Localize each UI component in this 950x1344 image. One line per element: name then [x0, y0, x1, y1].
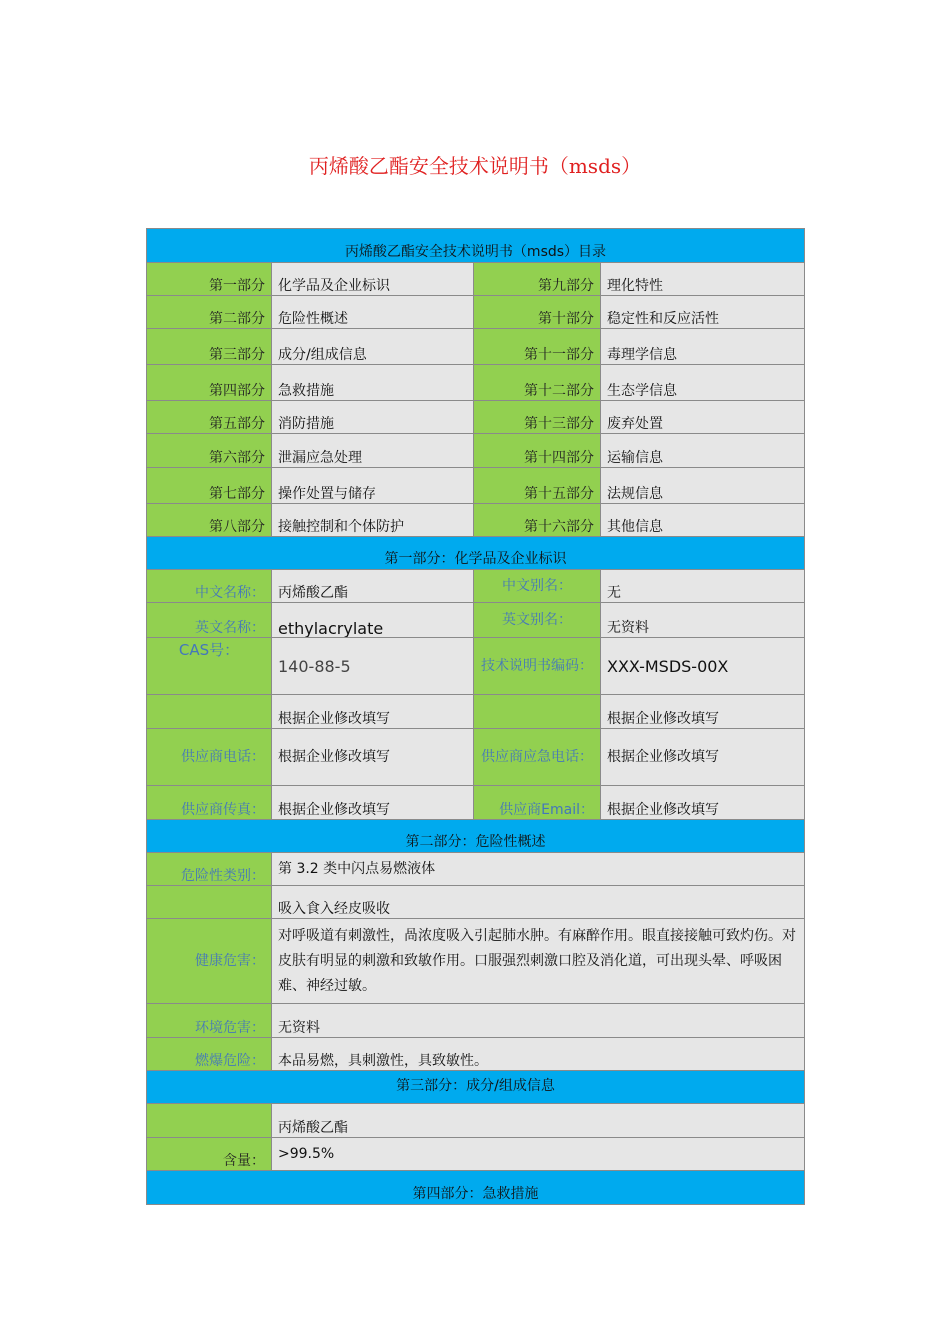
doc-code-value: XXX-MSDS-00X — [601, 638, 805, 695]
company-info-value: 根据企业修改填写 — [272, 695, 474, 729]
toc-label: 第十六部分 — [474, 504, 601, 537]
toc-link[interactable]: 废弃处置 — [601, 401, 805, 434]
toc-link[interactable]: 理化特性 — [601, 263, 805, 296]
supplier-emergency-value: 根据企业修改填写 — [601, 729, 805, 786]
toc-label: 第十四部分 — [474, 434, 601, 468]
toc-link[interactable]: 稳定性和反应活性 — [601, 296, 805, 329]
hazard-category-value: 第 3.2 类中闪点易燃液体 — [272, 853, 805, 886]
substance-value: 丙烯酸乙酯 — [272, 1104, 805, 1138]
supplier-email-label: 供应商Email： — [474, 786, 601, 820]
toc-label: 第八部分 — [147, 504, 272, 537]
env-hazard-label: 环境危害： — [147, 1004, 272, 1038]
section-header-part1: 第一部分：化学品及企业标识 — [147, 537, 805, 570]
blank-label — [147, 1104, 272, 1138]
toc-link[interactable]: 化学品及企业标识 — [272, 263, 474, 296]
toc-label: 第四部分 — [147, 365, 272, 401]
health-hazard-label: 健康危害： — [147, 919, 272, 1004]
cas-label: CAS号： — [147, 638, 272, 695]
hazard-category-label: 危险性类别： — [147, 853, 272, 886]
toc-header: 丙烯酸乙酯安全技术说明书（msds）目录 — [147, 229, 805, 263]
supplier-emergency-label: 供应商应急电话： — [474, 729, 601, 786]
toc-link[interactable]: 成分/组成信息 — [272, 329, 474, 365]
toc-label: 第十五部分 — [474, 468, 601, 504]
cn-name-label: 中文名称： — [147, 570, 272, 603]
en-name-label: 英文名称： — [147, 603, 272, 638]
content-label: 含量： — [147, 1138, 272, 1171]
toc-label: 第一部分 — [147, 263, 272, 296]
env-hazard-value: 无资料 — [272, 1004, 805, 1038]
supplier-fax-value: 根据企业修改填写 — [272, 786, 474, 820]
toc-label: 第五部分 — [147, 401, 272, 434]
msds-sheet — [146, 228, 804, 1205]
toc-label: 第十一部分 — [474, 329, 601, 365]
toc-link[interactable]: 泄漏应急处理 — [272, 434, 474, 468]
cas-value: 140-88-5 — [272, 638, 474, 695]
toc-link[interactable]: 毒理学信息 — [601, 329, 805, 365]
en-name-value: ethylacrylate — [272, 603, 474, 638]
exposure-route-value: 吸入食入经皮吸收 — [272, 886, 805, 919]
company-info-value: 根据企业修改填写 — [601, 695, 805, 729]
section-header-part2: 第二部分：危险性概述 — [147, 820, 805, 853]
section-header-part3: 第三部分：成分/组成信息 — [147, 1071, 805, 1104]
blank-label — [474, 695, 601, 729]
blank-label — [147, 886, 272, 919]
supplier-phone-label: 供应商电话： — [147, 729, 272, 786]
toc-link[interactable]: 生态学信息 — [601, 365, 805, 401]
health-hazard-value: 对呼吸道有刺激性，咼浓度吸入引起肺水肿。有麻醉作用。眼直接接触可致灼伤。对皮肤有明显的刺激和致敏作用。口服强烈刺激口腔及消化道，可出现头晕、呼吸困难、神经过敏。 — [272, 919, 805, 1004]
fire-hazard-label: 燃爆危险： — [147, 1038, 272, 1071]
doc-code-label: 技术说明书编码： — [474, 638, 601, 695]
supplier-fax-label: 供应商传真： — [147, 786, 272, 820]
supplier-phone-value: 根据企业修改填写 — [272, 729, 474, 786]
cn-name-value: 丙烯酸乙酯 — [272, 570, 474, 603]
toc-label: 第九部分 — [474, 263, 601, 296]
document-title: 丙烯酸乙酯安全技术说明书（msds） — [308, 154, 642, 178]
toc-label: 第二部分 — [147, 296, 272, 329]
content-value: >99.5% — [272, 1138, 805, 1171]
blank-label — [147, 695, 272, 729]
toc-link[interactable]: 运输信息 — [601, 434, 805, 468]
section-header-part4: 第四部分：急救措施 — [147, 1171, 805, 1205]
fire-hazard-value: 本品易燃，具刺激性，具致敏性。 — [272, 1038, 805, 1071]
cn-alias-value: 无 — [601, 570, 805, 603]
toc-label: 第十二部分 — [474, 365, 601, 401]
toc-label: 第三部分 — [147, 329, 272, 365]
toc-label: 第十部分 — [474, 296, 601, 329]
toc-link[interactable]: 接触控制和个体防护 — [272, 504, 474, 537]
toc-link[interactable]: 危险性概述 — [272, 296, 474, 329]
en-alias-value: 无资料 — [601, 603, 805, 638]
toc-label: 第六部分 — [147, 434, 272, 468]
toc-link[interactable]: 急救措施 — [272, 365, 474, 401]
en-alias-label: 英文别名： — [474, 603, 601, 638]
supplier-email-value: 根据企业修改填写 — [601, 786, 805, 820]
toc-link[interactable]: 操作处置与储存 — [272, 468, 474, 504]
msds-table — [146, 228, 805, 1205]
toc-link[interactable]: 其他信息 — [601, 504, 805, 537]
toc-link[interactable]: 法规信息 — [601, 468, 805, 504]
toc-label: 第七部分 — [147, 468, 272, 504]
toc-link[interactable]: 消防措施 — [272, 401, 474, 434]
cn-alias-label: 中文别名： — [474, 570, 601, 603]
toc-label: 第十三部分 — [474, 401, 601, 434]
